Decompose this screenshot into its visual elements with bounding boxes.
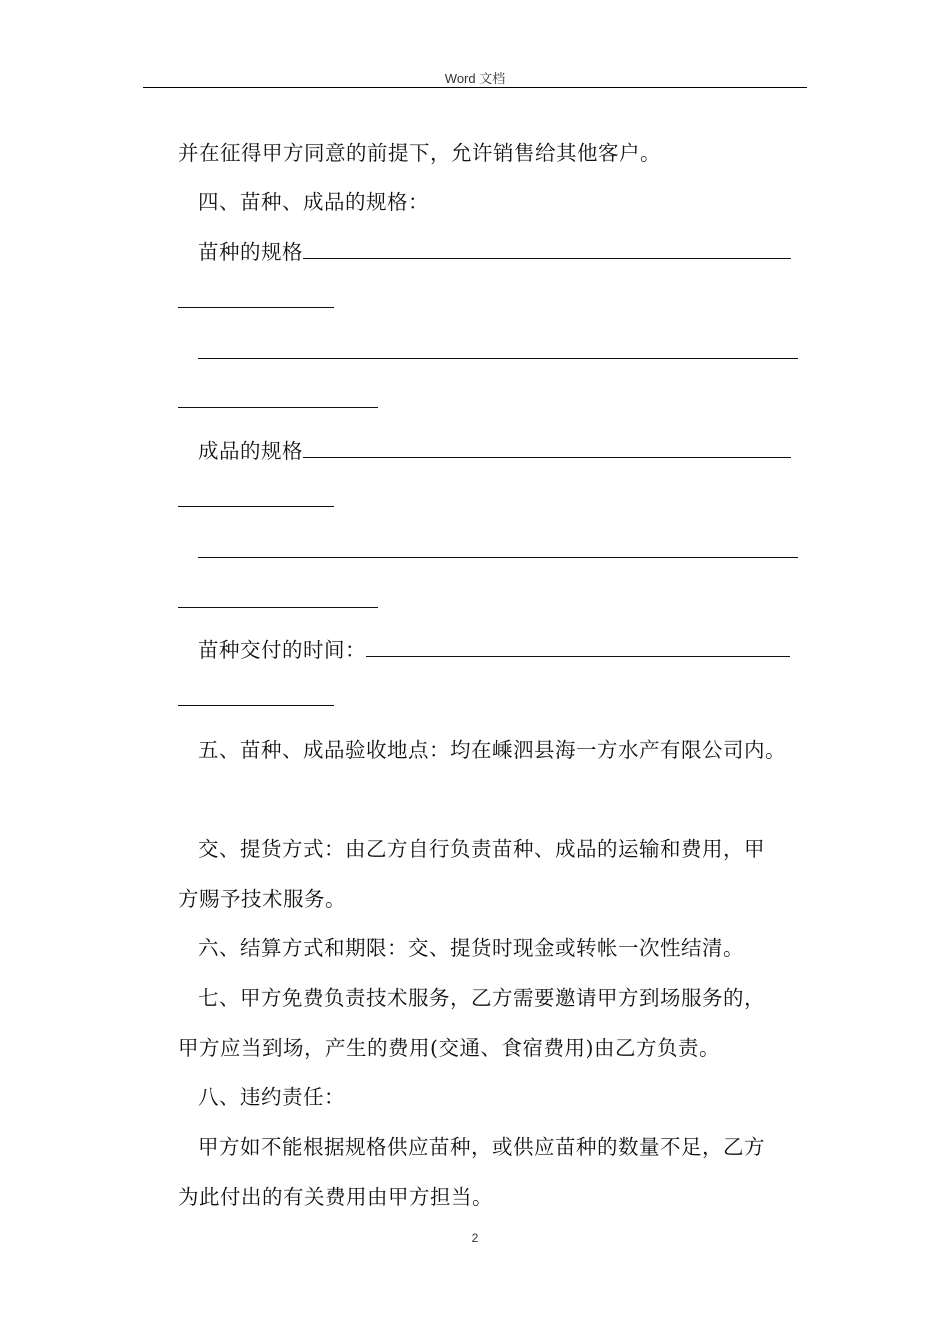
- section-five-text: 五、苗种、成品验收地点：均在嵊泗县海一方水产有限公司内。: [198, 738, 786, 762]
- section-seven-line1: 七、甲方免费负责技术服务，乙方需要邀请甲方到场服务的，: [198, 986, 765, 1010]
- header-title: Word 文档: [444, 71, 506, 86]
- delivery-time-blank-cont[interactable]: [178, 705, 334, 706]
- section-six-text: 六、结算方式和期限：交、提货时现金或转帐一次性结清。: [198, 936, 744, 960]
- seed-spec-blank-2[interactable]: [198, 358, 798, 359]
- seed-spec-blank[interactable]: [303, 238, 791, 259]
- delivery-time-label: 苗种交付的时间：: [198, 638, 366, 662]
- product-spec-line: [198, 437, 791, 465]
- paragraph-continuation: 并在征得甲方同意的前提下，允许销售给其他客户。: [178, 141, 661, 165]
- seed-spec-blank-cont[interactable]: [178, 307, 334, 308]
- seed-spec-blank-2-cont[interactable]: [178, 407, 378, 408]
- header-rule: [143, 87, 807, 88]
- product-spec-blank[interactable]: [303, 437, 791, 458]
- section-eight-heading: 八、违约责任：: [198, 1085, 345, 1109]
- delivery-method-line2: 方赐予技术服务。: [178, 887, 346, 911]
- section-seven-line2: 甲方应当到场，产生的费用(交通、食宿费用)由乙方负责。: [178, 1036, 720, 1060]
- section-four-heading: 四、苗种、成品的规格：: [198, 190, 429, 214]
- delivery-time-line: [198, 636, 790, 664]
- breach-line1: 甲方如不能根据规格供应苗种，或供应苗种的数量不足，乙方: [198, 1135, 765, 1159]
- seed-spec-label: 苗种的规格: [198, 240, 303, 264]
- page-number: 2: [471, 1231, 479, 1245]
- product-spec-blank-2[interactable]: [198, 557, 798, 558]
- delivery-method-line1: 交、提货方式：由乙方自行负责苗种、成品的运输和费用，甲: [198, 837, 765, 861]
- delivery-time-blank[interactable]: [366, 636, 790, 657]
- product-spec-blank-2-cont[interactable]: [178, 607, 378, 608]
- breach-line2: 为此付出的有关费用由甲方担当。: [178, 1185, 493, 1209]
- seed-spec-line: [198, 238, 791, 266]
- product-spec-blank-cont[interactable]: [178, 506, 334, 507]
- product-spec-label: 成品的规格: [198, 439, 303, 463]
